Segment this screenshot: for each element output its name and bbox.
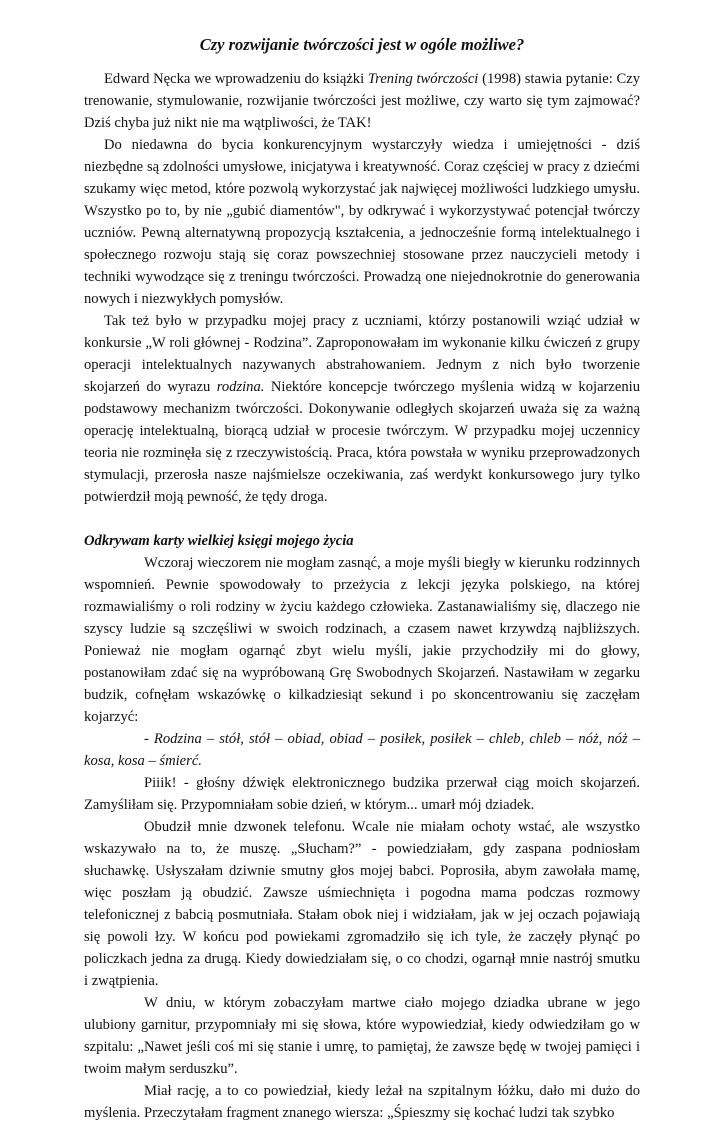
keyword-rodzina: rodzina. — [216, 379, 265, 395]
association-chain: - Rodzina – stół, stół – obiad, obiad – posiłek, posiłek – chleb, chleb – nóż, nóż – kosa, kosa – śmierć. — [84, 731, 640, 769]
intro-paragraph-2: Do niedawna do bycia konkurencyjnym wystarczyły wiedza i umiejętności - dziś niezbędne są zdolności umysłowe, inicjatywa i kreatywność. Coraz częściej w pracy z dziećmi szukamy więc metod, które pozwolą wykorzystać jak najwięcej możliwości ludzkiego umysłu. Wszystko po to, by nie „gubić diamentów", by odkrywać i wykorzystywać potencjał twórczy uczniów. Pewną alternatywną propozycją kształcenia, a jednocześnie formą intelektualnego i społecznego rozwoju stają się coraz powszechniej stosowane przez nauczycieli metody i techniki wywodzące się z treningu twórczości. Prowadzą one niejednokrotnie do generowania nowych i niezwykłych pomysłów. — [84, 137, 640, 307]
book-title: Trening twórczości — [367, 71, 479, 87]
section-paragraph-4: W dniu, w którym zobaczyłam martwe ciało mojego dziadka ubrane w jego ulubiony garnitur, przypomniały mi się słowa, które wypowiedział, kiedy odwiedziłam go w szpitalu: „Nawet jeśli coś mi się stanie i umrę, to pamiętaj, że zawsze będę w twojej pamięci i twoim małym serduszku”. — [84, 995, 640, 1077]
intro-paragraph-3 — [84, 310, 640, 508]
intro-paragraph-1 — [84, 68, 640, 134]
intro-p3-before: Tak też było w przypadku mojej pracy z uczniami, którzy postanowili wziąć udział w konkursie „W roli głównej - Rodzina”. Zaproponowałam im wykonanie kilku ćwiczeń z grupy operacji intelektualnych nazywanych abstrahowaniem. Jednym z nich było tworzenie skojarzeń do wyrazu — [84, 313, 640, 395]
intro-p1-before: Edward Nęcka we wprowadzeniu do książki — [104, 71, 368, 87]
document-title: Czy rozwijanie twórczości jest w ogóle możliwe? — [199, 35, 525, 54]
section-paragraph-2: Piiik! - głośny dźwięk elektronicznego budzika przerwał ciąg moich skojarzeń. Zamyśliłam się. Przypomniałam sobie dzień, w którym... umarł mój dziadek. — [84, 775, 640, 813]
section-paragraph-1: Wczoraj wieczorem nie mogłam zasnąć, a moje myśli biegły w kierunku rodzinnych wspomnień. Pewnie spowodowały to przeżycia z lekcji języka polskiego, na której rozmawialiśmy o roli rodziny w życiu każdego człowieka. Zastanawialiśmy się, dlaczego nie szyscy ludzie są szczęśliwi w swoich rodzinach, a czasem nawet krzywdzą najbliższych. Ponieważ nie mogłam ogarnąć zbyt wielu myśli, jakie przychodziły mi do głowy, postanowiłam zdać się na wypróbowaną Grę Swobodnych Skojarzeń. Nastawiłam w zegarku budzik, cofnęłam wskazówkę o kilkadziesiąt sekund i po skoncentrowaniu się zaczęłam kojarzyć: — [84, 555, 640, 725]
document-page — [84, 34, 640, 1124]
intro-p1-after: (1998) stawia pytanie: Czy trenowanie, stymulowanie, rozwijanie twórczości jest możliwe, czy warto się tym zajmować? Dziś chyba już nikt nie ma wątpliwości, że TAK! — [84, 71, 640, 131]
section-heading: Odkrywam karty wielkiej księgi mojego życia — [84, 533, 354, 549]
section-paragraph-3: Obudził mnie dzwonek telefonu. Wcale nie miałam ochoty wstać, ale wszystko wskazywało na to, że muszę. „Słucham?” - powiedziałam, gdy zaspana podniosłam słuchawkę. Usłyszałam dziwnie smutny głos mojej babci. Poprosiła, abym zawołała mamę, więc poszłam ją obudzić. Zawsze uśmiechnięta i pogodna mama podczas rozmowy telefonicznej z babcią posmutniała. Stałam obok niej i widziałam, jak w jej oczach pojawiają się powoli łzy. W końcu pod powiekami zgromadziło się ich tyle, że zaczęły płynąć po policzkach jedna za drugą. Kiedy dowiedziałam się, o co chodzi, ogarnął mnie nastrój smutku i zwątpienia. — [84, 819, 640, 989]
intro-p3-after: Niektóre koncepcje twórczego myślenia widzą w kojarzeniu podstawowy mechanizm twórczości. Dokonywanie odległych skojarzeń uważa się za ważną operację intelektualną, biorącą udział w procesie twórczym. W przypadku mojej uczennicy teoria nie rozminęła się z rzeczywistością. Praca, która powstała w wyniku przeprowadzonych stymulacji, przerosła nasze najśmielsze oczekiwania, zaś werdykt konkursowego jury tylko potwierdził moją pewność, że tędy droga. — [84, 379, 641, 505]
section-paragraph-5: Miał rację, a to co powiedział, kiedy leżał na szpitalnym łóżku, dało mi dużo do myślenia. Przeczytałam fragment znanego wiersza: „Śpieszmy się kochać ludzi tak szybko — [84, 1083, 640, 1121]
